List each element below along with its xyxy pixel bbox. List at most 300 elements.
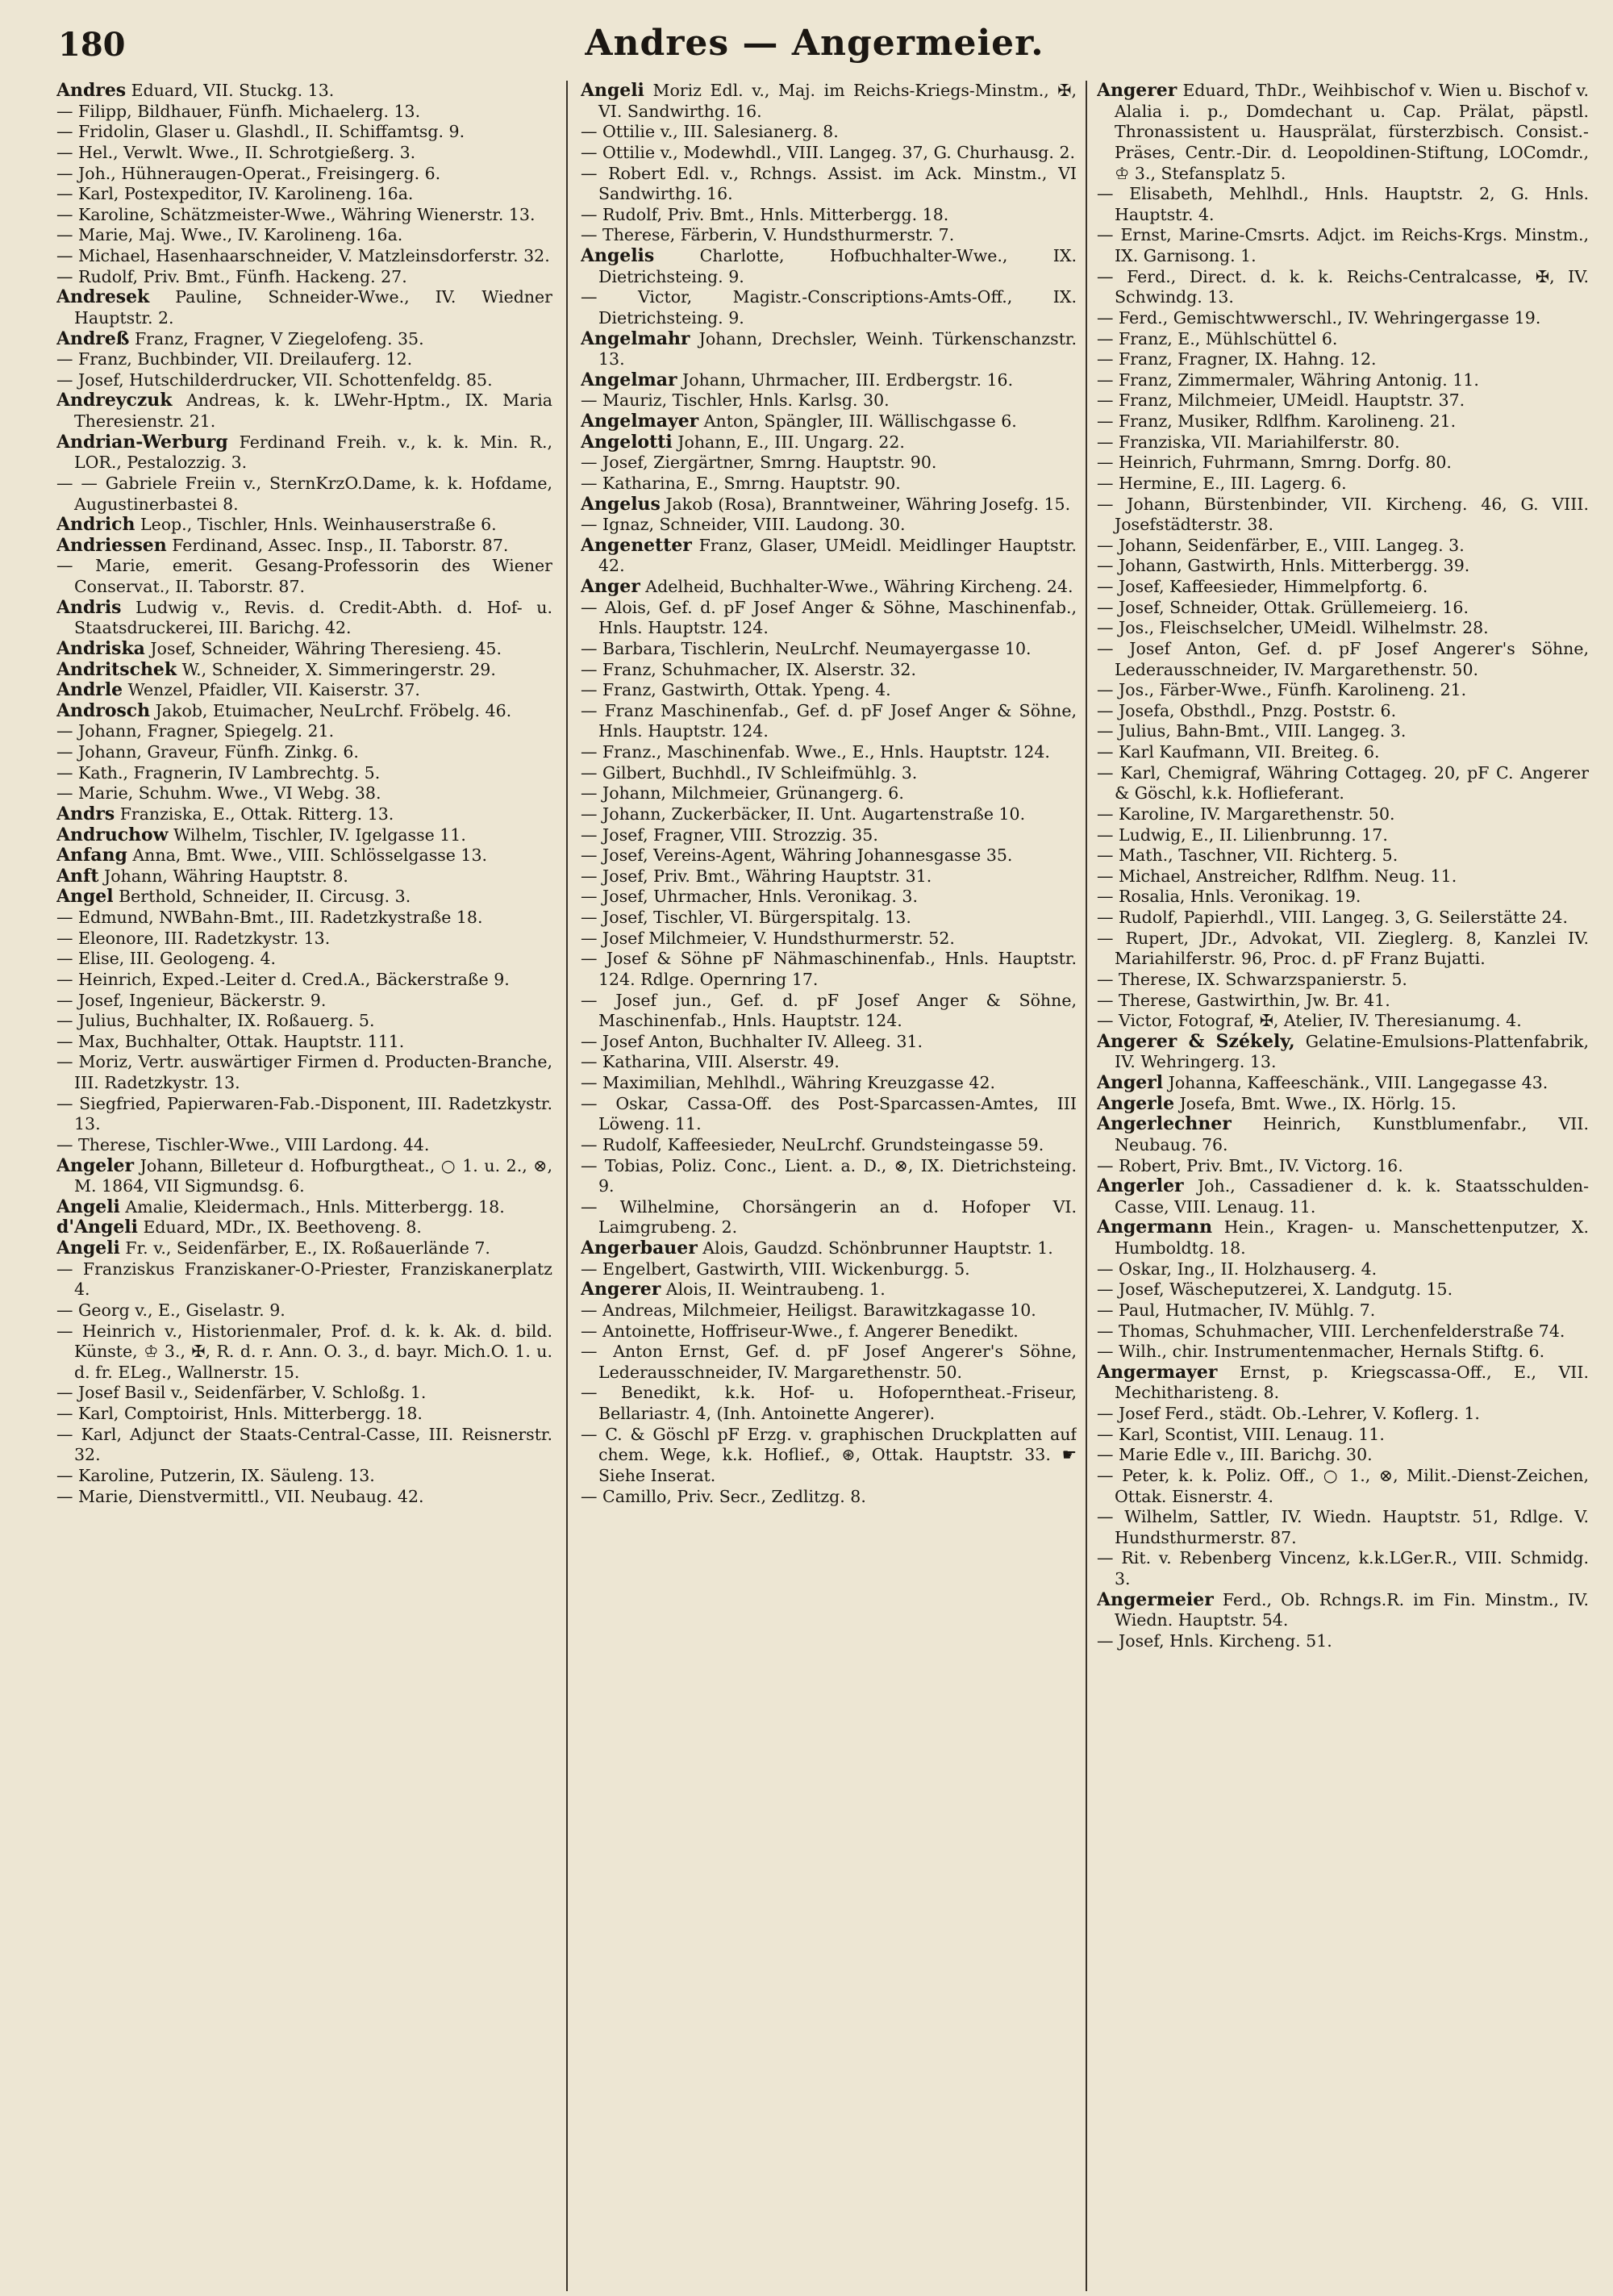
entry-details: Heinrich, Kunstblumenfabr., VII. Neubaug. 76. <box>1115 1114 1589 1154</box>
entry-surname: Angelotti <box>581 431 673 453</box>
directory-entry <box>581 536 1077 577</box>
directory-entry <box>56 515 552 536</box>
entry-details: — Ottilie v., III. Salesianerg. 8. <box>581 122 839 142</box>
entry-surname: Angermann <box>1097 1217 1213 1238</box>
directory-entry <box>56 122 552 143</box>
entry-surname: Angeli <box>581 81 644 101</box>
entry-surname: Andrs <box>56 803 115 824</box>
directory-entry <box>581 763 1077 784</box>
entry-surname: Angelis <box>581 245 655 266</box>
directory-entry <box>1097 81 1589 184</box>
entry-surname: Angel <box>56 886 114 908</box>
directory-entry <box>1097 411 1589 432</box>
entry-details: — Joh., Hühneraugen-Operat., Freisingerg. 6. <box>56 163 441 183</box>
entry-details: — Marie, Schuhm. Wwe., VI Webg. 38. <box>56 783 381 804</box>
entry-details: — Johann, Gastwirth, Hnls. Mitterbergg. 39. <box>1097 556 1470 576</box>
directory-entry <box>581 660 1077 681</box>
entry-details: — Ottilie v., Modewhdl., VIII. Langeg. 37, G. Churhausg. 2. <box>581 142 1076 162</box>
directory-entry <box>56 225 552 246</box>
entry-details: Fr. v., Seidenfärber, E., IX. Roßauerlände 7. <box>119 1238 490 1258</box>
entry-details: — Franz, Fragner, IX. Hahng. 12. <box>1097 349 1377 369</box>
directory-entry <box>1097 598 1589 619</box>
directory-columns <box>48 81 1589 2291</box>
directory-entry <box>56 660 552 681</box>
entry-details: Joh., Cassadiener d. k. k. Staatsschulden-Casse, VIII. Lenaug. 11. <box>1115 1176 1589 1217</box>
entry-details: — Therese, Färberin, V. Hundsthurmerstr. 7. <box>581 225 955 245</box>
directory-entry <box>56 970 552 991</box>
entry-details: — Ferd., Direct. d. k. k. Reichs-Centralcasse, ✠, IV. Schwindg. 13. <box>1097 266 1589 307</box>
directory-entry <box>581 639 1077 660</box>
directory-entry <box>581 1487 1077 1508</box>
entry-surname: Andris <box>56 596 122 618</box>
entry-details: — Marie, emerit. Gesang-Professorin des Wiener Conservat., II. Taborstr. 87. <box>56 556 552 596</box>
entry-details: — Peter, k. k. Poliz. Off., ○ 1., ⊗, Milit.-Dienst-Zeichen, Ottak. Eisnerstr. 4. <box>1097 1465 1589 1506</box>
entry-details: — Elisabeth, Mehlhdl., Hnls. Hauptstr. 2, G. Hnls. Hauptstr. 4. <box>1097 184 1589 224</box>
directory-entry <box>1097 1259 1589 1280</box>
directory-entry <box>56 908 552 929</box>
directory-entry <box>581 680 1077 701</box>
entry-details: — Victor, Fotograf, ✠, Atelier, IV. Theresianumg. 4. <box>1097 1011 1522 1031</box>
directory-entry <box>56 184 552 205</box>
entry-details: — Barbara, Tischlerin, NeuLrchf. Neumayergasse 10. <box>581 638 1032 658</box>
entry-surname: Andritschek <box>56 658 177 680</box>
entry-details: — Oskar, Cassa-Off. des Post-Sparcassen-Amtes, III Löweng. 11. <box>581 1093 1077 1134</box>
directory-entry <box>56 1156 552 1197</box>
entry-details: — Karl, Adjunct der Staats-Central-Casse, III. Reisnerstr. 32. <box>56 1424 552 1465</box>
entry-details: — Josef Milchmeier, V. Hundsthurmerstr. 52. <box>581 928 955 948</box>
directory-entry <box>56 763 552 784</box>
entry-surname: Angermeier <box>1097 1588 1214 1610</box>
directory-entry <box>1097 1114 1589 1155</box>
directory-entry <box>1097 763 1589 804</box>
directory-entry <box>56 742 552 763</box>
entry-details: — Mauriz, Tischler, Hnls. Karlsg. 30. <box>581 390 890 411</box>
directory-entry <box>581 1259 1077 1280</box>
entry-details: — Rudolf, Priv. Bmt., Fünfh. Hackeng. 27. <box>56 266 407 286</box>
directory-entry <box>581 432 1077 453</box>
entry-details: Amalie, Kleidermach., Hnls. Mitterbergg. 18. <box>119 1196 505 1217</box>
entry-details: — Karoline, IV. Margarethenstr. 50. <box>1097 804 1395 824</box>
directory-entry <box>581 1073 1077 1094</box>
entry-details: — Franziska, VII. Mariahilferstr. 80. <box>1097 432 1400 452</box>
directory-entry <box>56 205 552 226</box>
entry-details: — Thomas, Schuhmacher, VIII. Lerchenfelderstraße 74. <box>1097 1321 1565 1341</box>
entry-surname: Angeli <box>56 1196 120 1217</box>
directory-entry <box>1097 887 1589 908</box>
entry-details: — Hel., Verwlt. Wwe., II. Schrotgießerg. 3. <box>56 142 416 162</box>
directory-entry <box>56 1466 552 1487</box>
entry-surname: Angerler <box>1097 1175 1184 1197</box>
directory-entry <box>581 1238 1077 1259</box>
entry-details: — C. & Göschl pF Erzg. v. graphischen Druckplatten auf chem. Wege, k.k. Hoflief., ⊛, Ottak. Hauptstr. 33. ☛ Siehe Inserat. <box>581 1424 1077 1485</box>
directory-entry <box>581 1135 1077 1156</box>
entry-details: — Josef, Schneider, Ottak. Grüllemeierg. 16. <box>1097 597 1469 617</box>
directory-entry <box>1097 453 1589 474</box>
directory-entry <box>581 598 1077 639</box>
directory-entry <box>1097 1094 1589 1115</box>
column-3 <box>1097 81 1589 2291</box>
entry-surname: Anger <box>581 576 640 597</box>
entry-details: — Rudolf, Priv. Bmt., Hnls. Mitterbergg. 18. <box>581 204 949 224</box>
directory-entry <box>581 577 1077 598</box>
directory-entry <box>1097 1300 1589 1321</box>
entry-surname: Andriessen <box>56 534 167 556</box>
directory-entry <box>581 1342 1077 1383</box>
directory-entry <box>1097 432 1589 453</box>
entry-surname: Angelus <box>581 493 661 515</box>
entry-details: Eduard, MDr., IX. Beethoveng. 8. <box>137 1217 422 1238</box>
directory-entry <box>56 1487 552 1508</box>
entry-details: — Josefa, Obsthdl., Pnzg. Poststr. 6. <box>1097 700 1397 720</box>
directory-entry <box>1097 1466 1589 1507</box>
directory-entry <box>1097 1631 1589 1652</box>
entry-details: — Julius, Buchhalter, IX. Roßauerg. 5. <box>56 1011 375 1031</box>
entry-details: — Robert Edl. v., Rchngs. Assist. im Ack. Minstm., VI Sandwirthg. 16. <box>581 163 1077 204</box>
directory-entry <box>1097 970 1589 991</box>
directory-entry <box>56 701 552 722</box>
entry-details: Josef, Schneider, Währing Theresieng. 45. <box>144 638 502 658</box>
directory-entry <box>1097 308 1589 329</box>
entry-details: Alois, Gaudzd. Schönbrunner Hauptstr. 1. <box>697 1238 1053 1258</box>
directory-entry <box>1097 329 1589 350</box>
entry-surname: Angeli <box>56 1238 120 1259</box>
entry-surname: Andres <box>56 81 127 101</box>
page-header <box>48 15 1581 71</box>
entry-details: — Filipp, Bildhauer, Fünfh. Michaelerg. 13. <box>56 101 421 121</box>
entry-details: — Therese, IX. Schwarzspanierstr. 5. <box>1097 969 1407 989</box>
directory-entry <box>56 143 552 164</box>
directory-entry <box>581 783 1077 804</box>
directory-entry <box>1097 1011 1589 1032</box>
entry-details: — Elise, III. Geologeng. 4. <box>56 949 277 969</box>
directory-entry <box>56 680 552 701</box>
entry-details: — Franz, Buchbinder, VII. Dreilauferg. 12. <box>56 349 413 369</box>
directory-entry <box>1097 1507 1589 1548</box>
directory-entry <box>581 1032 1077 1053</box>
entry-details: — Karl, Postexpeditor, IV. Karolineng. 16a. <box>56 184 414 204</box>
column-1 <box>56 81 552 2291</box>
directory-entry <box>56 287 552 328</box>
entry-details: — Johann, Fragner, Spiegelg. 21. <box>56 721 335 741</box>
entry-details: — Oskar, Ing., II. Holzhauserg. 4. <box>1097 1259 1378 1279</box>
entry-details: Hein., Kragen- u. Manschettenputzer, X. Humboldtg. 18. <box>1115 1217 1589 1258</box>
entry-details: — Heinrich v., Historienmaler, Prof. d. k. k. Ak. d. bild. Künste, ♔ 3., ✠, R. d. r. Ann. O. 3., d. bayr. Mich.O. 1. u. d. fr. ELeg., Wallnerstr. 15. <box>56 1321 552 1382</box>
directory-entry <box>56 783 552 804</box>
entry-details: — Karoline, Schätzmeister-Wwe., Währing Wienerstr. 13. <box>56 204 536 224</box>
directory-entry <box>581 1321 1077 1342</box>
entry-details: Johann, Billeteur d. Hofburgtheat., ○ 1. u. 2., ⊗, M. 1864, VII Sigmundsg. 6. <box>74 1155 552 1196</box>
entry-details: — Edmund, NWBahn-Bmt., III. Radetzkystraße 18. <box>56 908 483 927</box>
directory-entry <box>56 329 552 350</box>
entry-details: — Josef, Hutschilderdrucker, VII. Schottenfeldg. 85. <box>56 369 493 390</box>
directory-entry <box>1097 845 1589 866</box>
entry-details: — Josef, Ingenieur, Bäckerstr. 9. <box>56 990 327 1010</box>
entry-details: — Johann, Graveur, Fünfh. Zinkg. 6. <box>56 742 359 762</box>
entry-surname: Anfang <box>56 845 127 866</box>
entry-details: — Franz, Musiker, Rdlfhm. Karolineng. 21. <box>1097 411 1457 431</box>
entry-details: Ernst, p. Kriegscassa-Off., E., VII. Mechitharisteng. 8. <box>1115 1362 1589 1403</box>
directory-entry <box>581 81 1077 122</box>
entry-details: — Rudolf, Kaffeesieder, NeuLrchf. Grundsteingasse 59. <box>581 1134 1044 1154</box>
directory-entry <box>1097 1156 1589 1177</box>
directory-entry <box>56 390 552 432</box>
directory-entry <box>1097 1176 1589 1217</box>
entry-details: — Ferd., Gemischtwwerschl., IV. Wehringergasse 19. <box>1097 307 1541 328</box>
entry-details: W., Schneider, X. Simmeringerstr. 29. <box>177 659 496 679</box>
entry-details: — Josef, Ziergärtner, Smrng. Hauptstr. 90. <box>581 453 937 473</box>
directory-entry <box>581 742 1077 763</box>
entry-details: — Tobias, Poliz. Conc., Lient. a. D., ⊗, IX. Dietrichsteing. 9. <box>581 1155 1077 1196</box>
entry-surname: Andresek <box>56 286 150 308</box>
directory-entry <box>581 122 1077 143</box>
entry-details: — Moriz, Vertr. auswärtiger Firmen d. Producten-Branche, III. Radetzkystr. 13. <box>56 1052 552 1092</box>
page-number: 180 <box>58 26 126 64</box>
entry-details: — Franz, Milchmeier, UMeidl. Hauptstr. 37. <box>1097 390 1465 411</box>
entry-details: — Heinrich, Fuhrmann, Smrng. Dorfg. 80. <box>1097 453 1452 473</box>
directory-entry <box>56 102 552 123</box>
entry-details: Johann, Uhrmacher, III. Erdbergstr. 16. <box>677 369 1014 390</box>
column-divider <box>566 81 568 2291</box>
entry-details: — Antoinette, Hoffriseur-Wwe., f. Angerer Benedikt. <box>581 1321 1019 1341</box>
directory-entry <box>581 949 1077 990</box>
entry-details: — Julius, Bahn-Bmt., VIII. Langeg. 3. <box>1097 721 1407 741</box>
directory-entry <box>581 474 1077 495</box>
entry-details: — Josef Anton, Gef. d. pF Josef Angerer's Söhne, Lederausschneider, IV. Margarethenstr. 50. <box>1097 638 1589 679</box>
directory-entry <box>581 866 1077 887</box>
entry-details: — Josef jun., Gef. d. pF Josef Anger & Söhne, Maschinenfab., Hnls. Hauptstr. 124. <box>581 990 1077 1031</box>
entry-details: Eduard, VII. Stuckg. 13. <box>126 81 335 100</box>
directory-entry <box>56 825 552 846</box>
directory-entry <box>56 866 552 887</box>
directory-entry <box>1097 184 1589 225</box>
entry-details: — Siegfried, Papierwaren-Fab.-Disponent, III. Radetzkystr. 13. <box>56 1093 552 1134</box>
directory-entry <box>56 991 552 1012</box>
directory-entry <box>56 556 552 597</box>
directory-entry <box>1097 742 1589 763</box>
entry-details: — Jos., Fleischselcher, UMeidl. Wilhelmstr. 28. <box>1097 618 1489 638</box>
directory-entry <box>56 1011 552 1032</box>
entry-surname: Andrich <box>56 514 135 536</box>
entry-details: — Hermine, E., III. Lagerg. 6. <box>1097 473 1347 493</box>
entry-surname: Andriska <box>56 637 145 659</box>
entry-details: Pauline, Schneider-Wwe., IV. Wiedner Hauptstr. 2. <box>74 287 552 328</box>
entry-surname: Angelmahr <box>581 328 690 349</box>
entry-details: — Gilbert, Buchhdl., IV Schleifmühlg. 3. <box>581 762 918 783</box>
directory-entry <box>56 1052 552 1093</box>
directory-entry <box>581 887 1077 908</box>
directory-entry <box>1097 1548 1589 1589</box>
directory-entry <box>1097 866 1589 887</box>
directory-entry <box>1097 1321 1589 1342</box>
entry-details: — Josef, Priv. Bmt., Währing Hauptstr. 31. <box>581 866 932 886</box>
entry-details: — Josef, Hnls. Kircheng. 51. <box>1097 1630 1332 1651</box>
entry-details: Josefa, Bmt. Wwe., IX. Hörlg. 15. <box>1174 1093 1457 1113</box>
directory-entry <box>581 701 1077 742</box>
directory-entry <box>1097 1073 1589 1094</box>
entry-surname: Angerl <box>1097 1072 1164 1093</box>
entry-details: Johann, Währing Hauptstr. 8. <box>98 866 348 886</box>
entry-details: — Josef & Söhne pF Nähmaschinenfab., Hnls. Hauptstr. 124. Rdlge. Opernring 17. <box>581 949 1077 989</box>
entry-details: Wenzel, Pfaidler, VII. Kaiserstr. 37. <box>123 680 420 700</box>
directory-entry <box>56 804 552 825</box>
directory-entry <box>1097 929 1589 970</box>
entry-details: Jakob, Etuimacher, NeuLrchf. Fröbelg. 46. <box>150 700 512 720</box>
directory-entry <box>56 1321 552 1384</box>
entry-details: — Franz, Schuhmacher, IX. Alserstr. 32. <box>581 659 916 679</box>
entry-details: — Franz Maschinenfab., Gef. d. pF Josef Anger & Söhne, Hnls. Hauptstr. 124. <box>581 700 1077 741</box>
entry-details: — Ernst, Marine-Cmsrts. Adjct. im Reichs-Krgs. Minstm., IX. Garnisong. 1. <box>1097 225 1589 265</box>
directory-entry <box>56 1032 552 1053</box>
entry-details: Alois, II. Weintraubeng. 1. <box>661 1279 886 1300</box>
entry-details: — Karoline, Putzerin, IX. Säuleng. 13. <box>56 1465 375 1485</box>
entry-details: — Karl, Scontist, VIII. Lenaug. 11. <box>1097 1424 1385 1444</box>
column-divider <box>1086 81 1087 2291</box>
directory-entry <box>581 453 1077 474</box>
entry-details: Berthold, Schneider, II. Circusg. 3. <box>113 887 411 907</box>
entry-details: — Ignaz, Schneider, VIII. Laudong. 30. <box>581 515 906 535</box>
entry-details: — Josef Anton, Buchhalter IV. Alleeg. 31. <box>581 1031 923 1051</box>
entry-details: Franz, Glaser, UMeidl. Meidlinger Hauptstr. 42. <box>598 535 1077 576</box>
entry-details: — Franz., Maschinenfab. Wwe., E., Hnls. Hauptstr. 124. <box>581 742 1050 762</box>
entry-details: — Katharina, VIII. Alserstr. 49. <box>581 1052 840 1072</box>
entry-details: — Josef, Wäscheputzerei, X. Landgutg. 15. <box>1097 1279 1453 1300</box>
entry-surname: Angerle <box>1097 1092 1175 1114</box>
directory-entry <box>581 515 1077 536</box>
entry-details: — Alois, Gef. d. pF Josef Anger & Söhne, Maschinenfab., Hnls. Hauptstr. 124. <box>581 597 1077 638</box>
directory-entry <box>1097 495 1589 536</box>
directory-entry <box>56 536 552 557</box>
entry-details: — Camillo, Priv. Secr., Zedlitzg. 8. <box>581 1486 866 1506</box>
entry-details: — Ludwig, E., II. Lilienbrunng. 17. <box>1097 824 1388 845</box>
directory-entry <box>581 1052 1077 1073</box>
entry-details: Charlotte, Hofbuchhalter-Wwe., IX. Dietrichsteing. 9. <box>598 246 1077 286</box>
entry-details: — Josef Basil v., Seidenfärber, V. Schloßg. 1. <box>56 1383 427 1403</box>
directory-entry <box>1097 1279 1589 1300</box>
entry-details: — Anton Ernst, Gef. d. pF Josef Angerer's Söhne, Lederausschneider, IV. Margarethenstr. 50. <box>581 1342 1077 1382</box>
directory-entry <box>56 432 552 474</box>
entry-details: Leop., Tischler, Hnls. Weinhauserstraße 6. <box>135 515 497 535</box>
entry-details: — Therese, Tischler-Wwe., VIII Lardong. 44. <box>56 1134 430 1154</box>
entry-details: — Karl Kaufmann, VII. Breiteg. 6. <box>1097 742 1380 762</box>
entry-details: — Eleonore, III. Radetzkystr. 13. <box>56 928 331 948</box>
directory-entry <box>1097 536 1589 557</box>
entry-details: — Josef, Kaffeesieder, Himmelpfortg. 6. <box>1097 577 1428 596</box>
entry-surname: Androsch <box>56 699 151 721</box>
entry-surname: Angelmar <box>581 369 677 390</box>
entry-details: Anna, Bmt. Wwe., VIII. Schlösselgasse 13. <box>127 845 488 866</box>
directory-entry <box>56 887 552 908</box>
entry-surname: Angerer <box>581 1279 661 1300</box>
entry-surname: Angelmayer <box>581 411 699 432</box>
entry-details: Gelatine-Emulsions-Plattenfabrik, IV. Wehringerg. 13. <box>1115 1031 1589 1072</box>
entry-details: — Wilh., chir. Instrumentenmacher, Hernals Stiftg. 6. <box>1097 1342 1545 1362</box>
entry-details: — Rudolf, Papierhdl., VIII. Langeg. 3, G. Seilerstätte 24. <box>1097 908 1568 927</box>
directory-entry <box>1097 1363 1589 1404</box>
entry-details: — Marie Edle v., III. Barichg. 30. <box>1097 1445 1373 1465</box>
directory-entry <box>581 495 1077 516</box>
entry-details: — Victor, Magistr.-Conscriptions-Amts-Off., IX. Dietrichsteing. 9. <box>581 287 1077 328</box>
entry-details: — Franz, Gastwirth, Ottak. Ypeng. 4. <box>581 680 891 700</box>
entry-details: — Therese, Gastwirthin, Jw. Br. 41. <box>1097 990 1390 1010</box>
entry-details: Ferd., Ob. Rchngs.R. im Fin. Minstm., IV. Wiedn. Hauptstr. 54. <box>1115 1589 1589 1630</box>
entry-details: — Marie, Dienstvermittl., VII. Neubaug. 42. <box>56 1486 424 1506</box>
directory-entry <box>56 1094 552 1135</box>
directory-entry <box>1097 825 1589 846</box>
entry-details: — Michael, Hasenhaarschneider, V. Matzleinsdorferstr. 32. <box>56 246 550 265</box>
directory-entry <box>581 205 1077 226</box>
entry-details: Andreas, k. k. LWehr-Hptm., IX. Maria Theresienstr. 21. <box>74 390 552 431</box>
entry-details: — Robert, Priv. Bmt., IV. Victorg. 16. <box>1097 1155 1403 1175</box>
entry-details: — Benedikt, k.k. Hof- u. Hofoperntheat.-Friseur, Bellariastr. 4, (Inh. Antoinette Angerer). <box>581 1383 1077 1423</box>
directory-entry <box>56 721 552 742</box>
column-2 <box>581 81 1077 2291</box>
directory-entry <box>56 474 552 515</box>
entry-details: — Wilhelmine, Chorsängerin an d. Hofoper VI. Laimgrubeng. 2. <box>581 1196 1077 1238</box>
directory-entry <box>56 1259 552 1300</box>
entry-details: — Johann, Zuckerbäcker, II. Unt. Augartenstraße 10. <box>581 804 1026 824</box>
entry-details: — Franz, Zimmermaler, Währing Antonig. 11. <box>1097 369 1479 390</box>
entry-details: — Katharina, E., Smrng. Hauptstr. 90. <box>581 473 901 493</box>
directory-entry <box>581 164 1077 205</box>
directory-entry <box>56 1217 552 1238</box>
directory-entry <box>581 908 1077 929</box>
entry-details: — Rosalia, Hnls. Veronikag. 19. <box>1097 887 1361 907</box>
entry-details: Moriz Edl. v., Maj. im Reichs-Kriegs-Minstm., ✠, VI. Sandwirthg. 16. <box>598 81 1077 121</box>
entry-details: — Max, Buchhalter, Ottak. Hauptstr. 111. <box>56 1031 405 1051</box>
directory-entry <box>1097 556 1589 577</box>
entry-surname: Andrian-Werburg <box>56 431 228 453</box>
directory-entry <box>56 1300 552 1321</box>
directory-entry <box>1097 370 1589 391</box>
entry-details: — Math., Taschner, VII. Richterg. 5. <box>1097 845 1398 866</box>
directory-entry <box>1097 680 1589 701</box>
entry-details: — Michael, Anstreicher, Rdlfhm. Neug. 11. <box>1097 866 1457 886</box>
entry-details: — Josef, Uhrmacher, Hnls. Veronikag. 3. <box>581 887 918 907</box>
entry-details: — Franz, E., Mühlschüttel 6. <box>1097 328 1338 349</box>
directory-entry <box>581 1383 1077 1424</box>
directory-entry <box>581 1425 1077 1487</box>
directory-entry <box>56 1383 552 1404</box>
directory-entry <box>581 991 1077 1032</box>
directory-entry <box>1097 1404 1589 1425</box>
directory-entry <box>1097 701 1589 722</box>
entry-details: Johanna, Kaffeeschänk., VIII. Langegasse 43. <box>1163 1073 1548 1092</box>
directory-entry <box>56 598 552 639</box>
directory-entry <box>581 1197 1077 1238</box>
entry-details: — Rupert, JDr., Advokat, VII. Zieglerg. 8, Kanzlei IV. Mariahilferstr. 96, Proc. d. pF Franz Bujatti. <box>1097 928 1589 969</box>
entry-details: — Karl, Chemigraf, Währing Cottageg. 20, pF C. Angerer & Göschl, k.k. Hoflieferant. <box>1097 762 1589 804</box>
entry-surname: Angerlechner <box>1097 1113 1232 1135</box>
directory-entry <box>56 246 552 267</box>
running-head: Andres — Angermeier. <box>585 23 1044 64</box>
directory-entry <box>56 1425 552 1466</box>
directory-entry <box>56 349 552 370</box>
directory-entry <box>56 949 552 970</box>
entry-details: — Kath., Fragnerin, IV Lambrechtg. 5. <box>56 762 381 783</box>
directory-entry <box>1097 639 1589 680</box>
entry-details: — Josef, Fragner, VIII. Strozzig. 35. <box>581 824 878 845</box>
directory-entry <box>56 1404 552 1425</box>
directory-entry <box>1097 908 1589 929</box>
directory-entry <box>581 929 1077 950</box>
entry-details: — Johann, Seidenfärber, E., VIII. Langeg. 3. <box>1097 535 1465 555</box>
entry-details: Jakob (Rosa), Branntweiner, Währing Josefg. 15. <box>660 494 1071 514</box>
directory-entry <box>56 929 552 950</box>
entry-details: Adelheid, Buchhalter-Wwe., Währing Kircheng. 24. <box>640 577 1073 596</box>
directory-entry <box>56 370 552 391</box>
entry-details: Wilhelm, Tischler, IV. Igelgasse 11. <box>168 824 466 845</box>
entry-details: — Franziskus Franziskaner-O-Priester, Franziskanerplatz 4. <box>56 1259 552 1300</box>
